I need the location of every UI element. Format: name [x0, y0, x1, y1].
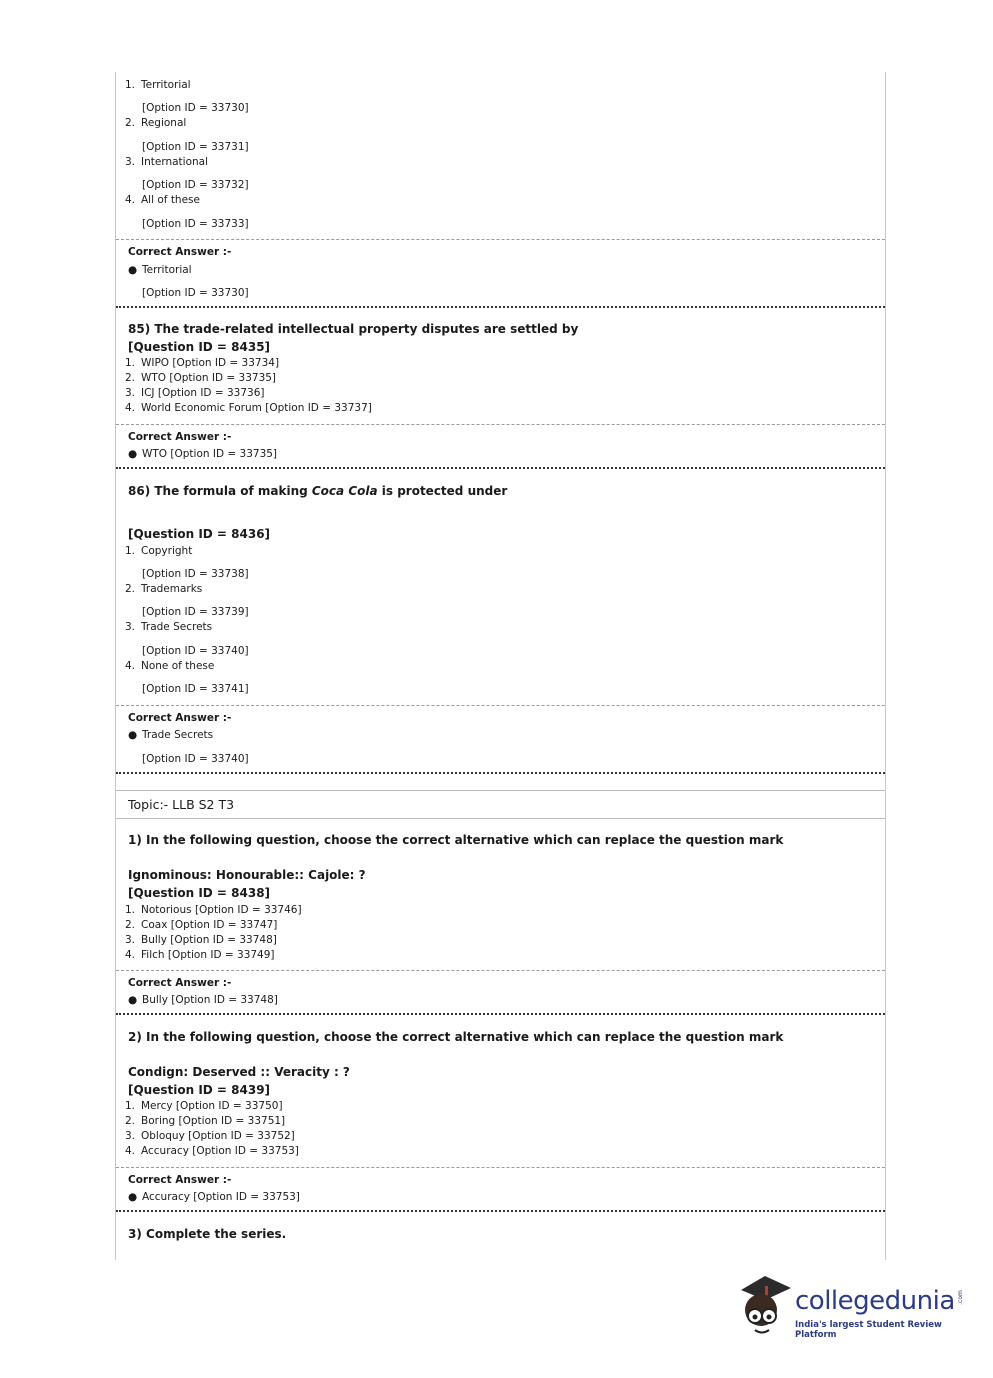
correct-answer-label: Correct Answer :-: [128, 712, 232, 724]
question-divider: [116, 467, 885, 469]
option-id: [Option ID = 33730]: [142, 287, 249, 299]
correct-answer: ● Accuracy [Option ID = 33753]: [128, 1191, 300, 1203]
question-divider: [116, 1013, 885, 1015]
question-prompt: Ignominous: Honourable:: Cajole: ?: [128, 868, 366, 882]
option-2: 2. Boring [Option ID = 33751]: [125, 1115, 286, 1127]
option-2: 2. Regional: [125, 117, 187, 129]
option-id: [Option ID = 33740]: [142, 645, 249, 657]
option-2: 2. Trademarks: [125, 583, 203, 595]
question-divider: [116, 306, 885, 308]
divider: [116, 705, 885, 706]
correct-answer: ● WTO [Option ID = 33735]: [128, 448, 278, 460]
option-3: 3. Trade Secrets: [125, 621, 213, 633]
option-1: 1. Copyright: [125, 545, 193, 557]
logo-wordmark: collegedunia: [795, 1286, 955, 1316]
question-text: 85) The trade-related intellectual property disputes are settled by: [128, 322, 579, 336]
correct-answer-label: Correct Answer :-: [128, 246, 232, 258]
collegedunia-logo: [735, 1272, 965, 1342]
question-id: [Question ID = 8435]: [128, 340, 271, 354]
question-text: 86) The formula of making Coca Cola is protected under: [128, 484, 508, 498]
option-4: 4. Filch [Option ID = 33749]: [125, 949, 275, 961]
option-id: [Option ID = 33738]: [142, 568, 249, 580]
logo-suffix: .com: [956, 1290, 964, 1305]
question-prompt: Condign: Deserved :: Veracity : ?: [128, 1065, 350, 1079]
question-text: 2) In the following question, choose the correct alternative which can replace the question mark: [128, 1030, 784, 1044]
divider: [116, 1167, 885, 1168]
option-1: 1. Notorious [Option ID = 33746]: [125, 904, 302, 916]
option-1: 1. Territorial: [125, 79, 191, 91]
question-divider: [116, 772, 885, 774]
question-id: [Question ID = 8439]: [128, 1083, 271, 1097]
mascot-icon: [735, 1272, 795, 1342]
option-id: [Option ID = 33740]: [142, 753, 249, 765]
logo-tagline: India's largest Student Review Platform: [795, 1320, 942, 1340]
question-divider: [116, 1210, 885, 1212]
option-2: 2. Coax [Option ID = 33747]: [125, 919, 278, 931]
option-id: [Option ID = 33732]: [142, 179, 249, 191]
correct-answer: ● Trade Secrets: [128, 729, 214, 741]
option-3: 3. ICJ [Option ID = 33736]: [125, 387, 265, 399]
question-id: [Question ID = 8436]: [128, 527, 271, 541]
divider: [116, 970, 885, 971]
option-id: [Option ID = 33739]: [142, 606, 249, 618]
option-id: [Option ID = 33741]: [142, 683, 249, 695]
option-id: [Option ID = 33731]: [142, 141, 249, 153]
option-2: 2. WTO [Option ID = 33735]: [125, 372, 277, 384]
option-3: 3. Bully [Option ID = 33748]: [125, 934, 277, 946]
correct-answer: ● Territorial: [128, 264, 192, 276]
question-t3-text: 3) Complete the series.: [128, 1227, 287, 1241]
option-id: [Option ID = 33730]: [142, 102, 249, 114]
option-1: 1. Mercy [Option ID = 33750]: [125, 1100, 283, 1112]
correct-answer-label: Correct Answer :-: [128, 431, 232, 443]
question-id: [Question ID = 8438]: [128, 886, 271, 900]
correct-answer-label: Correct Answer :-: [128, 1174, 232, 1186]
option-3: 3. International: [125, 156, 209, 168]
divider: [116, 239, 885, 240]
option-4: 4. All of these: [125, 194, 200, 206]
document-frame: [115, 72, 886, 1260]
correct-answer: ● Bully [Option ID = 33748]: [128, 994, 278, 1006]
option-4: 4. Accuracy [Option ID = 33753]: [125, 1145, 299, 1157]
question-text: 1) In the following question, choose the correct alternative which can replace the question mark: [128, 833, 784, 847]
topic-divider-top: [116, 790, 885, 791]
topic-title: Topic:- LLB S2 T3: [128, 797, 235, 812]
option-1: 1. WIPO [Option ID = 33734]: [125, 357, 280, 369]
option-3: 3. Obloquy [Option ID = 33752]: [125, 1130, 295, 1142]
option-4: 4. World Economic Forum [Option ID = 33737]: [125, 402, 372, 414]
topic-divider-bottom: [116, 818, 885, 819]
option-id: [Option ID = 33733]: [142, 218, 249, 230]
divider: [116, 424, 885, 425]
option-4: 4. None of these: [125, 660, 215, 672]
correct-answer-label: Correct Answer :-: [128, 977, 232, 989]
